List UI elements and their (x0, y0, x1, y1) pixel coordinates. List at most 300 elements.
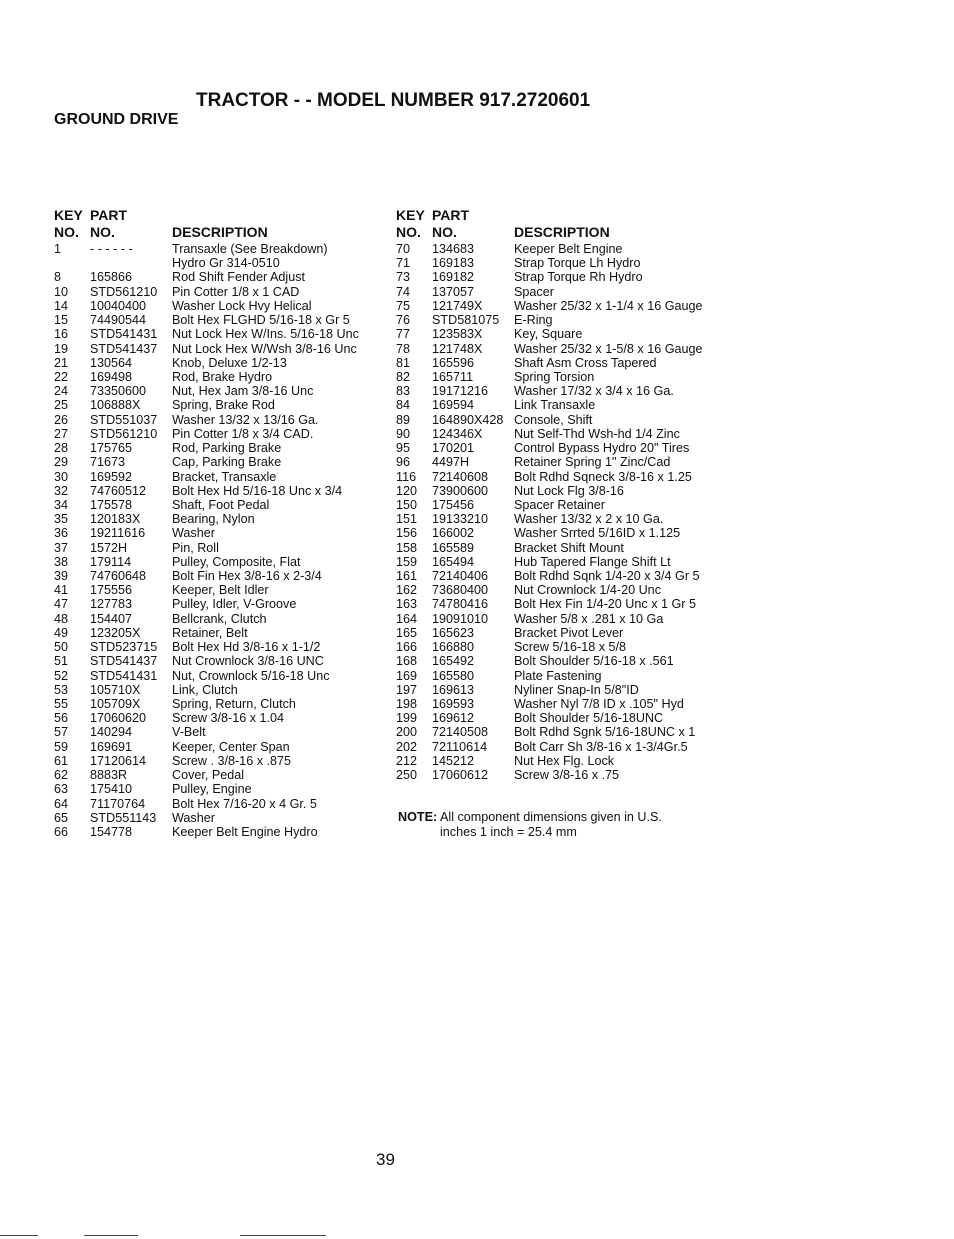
part-number: - - - - - - (90, 242, 133, 256)
part-description: Control Bypass Hydro 20" Tires (514, 441, 690, 456)
column-headers (396, 207, 736, 241)
bottom-rule (240, 1235, 326, 1236)
key-number: 250 (396, 768, 418, 783)
part-description: Pulley, Engine (172, 782, 252, 797)
part-number: 17060620 (90, 711, 147, 726)
part-description: Bolt Hex FLGHD 5/16-18 x Gr 5 (172, 313, 350, 328)
parts-row (54, 626, 394, 640)
parts-row (54, 413, 394, 427)
parts-row (54, 256, 394, 270)
part-description: Strap Torque Rh Hydro (514, 270, 643, 285)
part-number: 154407 (90, 611, 133, 626)
part-number: 145212 (432, 753, 475, 768)
key-number: 34 (54, 497, 69, 512)
parts-row (54, 512, 394, 526)
key-number: 156 (396, 526, 418, 541)
part-number: STD541431 (90, 668, 158, 683)
key-number: 21 (54, 355, 69, 370)
parts-row (396, 555, 736, 569)
key-number: 14 (54, 298, 69, 313)
key-number: 76 (396, 313, 411, 328)
key-number: 75 (396, 298, 411, 313)
part-description: Link Transaxle (514, 398, 596, 413)
note-line-2: inches 1 inch = 25.4 mm (440, 824, 577, 839)
part-number: 175410 (90, 782, 133, 797)
page-title: TRACTOR - - MODEL NUMBER 917.2720601 (196, 90, 591, 111)
part-description: Washer (172, 810, 215, 825)
parts-row (54, 640, 394, 654)
part-number: 121749X (432, 298, 483, 313)
parts-row (54, 441, 394, 455)
parts-row (396, 669, 736, 683)
key-number: 197 (396, 682, 418, 697)
part-description: Strap Torque Lh Hydro (514, 256, 641, 271)
part-description: Bolt Shoulder 5/16-18UNC (514, 711, 664, 726)
key-number: 10 (54, 284, 69, 299)
parts-row (54, 697, 394, 711)
part-number: STD561210 (90, 284, 158, 299)
part-number: 127783 (90, 597, 133, 612)
part-description: Bracket, Transaxle (172, 469, 277, 484)
part-description: Nut Lock Hex W/Ins. 5/16-18 Unc (172, 327, 359, 342)
part-number: 137057 (432, 284, 475, 299)
key-number: 150 (396, 497, 418, 512)
key-number: 90 (396, 426, 411, 441)
parts-row (54, 711, 394, 725)
parts-row (396, 768, 736, 782)
parts-row (54, 299, 394, 313)
part-number: 169613 (432, 682, 475, 697)
key-number: 116 (396, 469, 417, 484)
parts-row (54, 242, 394, 256)
part-number: 179114 (90, 554, 132, 569)
parts-row (54, 313, 394, 327)
key-number: 36 (54, 526, 69, 541)
parts-row (54, 470, 394, 484)
key-number: 41 (54, 583, 69, 598)
part-description: Transaxle (See Breakdown) (172, 242, 328, 256)
key-number: 61 (54, 753, 69, 768)
part-number: 105709X (90, 697, 141, 711)
part-number: 10040400 (90, 298, 147, 313)
key-number: 66 (54, 824, 69, 839)
parts-row (54, 811, 394, 825)
key-number: 84 (396, 398, 411, 413)
key-number: 200 (396, 725, 418, 740)
part-number: 74760648 (90, 569, 147, 584)
key-number: 161 (396, 569, 418, 584)
part-description: Screw 3/8-16 x 1.04 (172, 711, 285, 726)
parts-row (54, 356, 394, 370)
parts-row (396, 455, 736, 469)
key-number: 73 (396, 270, 411, 285)
header-part: PART (432, 207, 470, 223)
parts-row (54, 526, 394, 540)
part-description: Bolt Shoulder 5/16-18 x .561 (514, 654, 674, 669)
parts-row (54, 797, 394, 811)
key-number: 78 (396, 341, 411, 356)
part-description: Spacer (514, 284, 554, 299)
part-number: 17120614 (90, 753, 147, 768)
part-description: Shaft Asm Cross Tapered (514, 355, 657, 370)
part-number: 170201 (432, 441, 475, 456)
part-number: 169183 (432, 256, 475, 271)
parts-rows-right (396, 242, 736, 782)
parts-row (396, 626, 736, 640)
part-description: Nut Lock Hex W/Wsh 3/8-16 Unc (172, 341, 357, 356)
key-number: 95 (396, 441, 411, 456)
key-number: 24 (54, 384, 69, 399)
parts-row (396, 683, 736, 697)
key-number: 63 (54, 782, 69, 797)
part-number: 74760512 (90, 483, 147, 498)
key-number: 49 (54, 625, 69, 640)
part-description: Pin, Roll (172, 540, 219, 555)
part-description: Nut Self-Thd Wsh-hd 1/4 Zinc (514, 426, 680, 441)
parts-row (396, 569, 736, 583)
header-key-no: NO. (396, 224, 421, 240)
part-description: Nut Crownlock 3/8-16 UNC (172, 654, 324, 669)
part-description: Nut Hex Flg. Lock (514, 753, 615, 768)
parts-row (54, 398, 394, 412)
part-number: 72140508 (432, 725, 489, 740)
parts-row (54, 683, 394, 697)
part-description: Spacer Retainer (514, 497, 606, 512)
bottom-rule (0, 1235, 38, 1236)
parts-row (396, 384, 736, 398)
key-number: 32 (54, 483, 69, 498)
part-description: Spring, Return, Clutch (172, 697, 296, 711)
part-number: 17060612 (432, 768, 489, 783)
part-number: 123205X (90, 625, 141, 640)
parts-row (396, 256, 736, 270)
part-number: 8883R (90, 768, 128, 783)
page-number: 39 (376, 1150, 395, 1169)
parts-row (54, 754, 394, 768)
part-description: Bolt Carr Sh 3/8-16 x 1-3/4Gr.5 (514, 739, 688, 754)
key-number: 165 (396, 625, 418, 640)
parts-row (54, 782, 394, 796)
parts-row (54, 669, 394, 683)
note-line-1 (398, 810, 718, 825)
part-number: STD551037 (90, 412, 158, 427)
part-description: Console, Shift (514, 412, 593, 427)
part-number: 71170764 (90, 796, 146, 811)
key-number: 50 (54, 640, 69, 655)
parts-row (396, 441, 736, 455)
part-number: 105710X (90, 682, 141, 697)
key-number: 212 (396, 753, 418, 768)
part-number: 169594 (432, 398, 475, 413)
parts-row (396, 356, 736, 370)
key-number: 158 (396, 540, 418, 555)
parts-row (396, 484, 736, 498)
part-description: Nyliner Snap-In 5/8"ID (514, 682, 639, 697)
parts-row (54, 555, 394, 569)
part-description: Keeper, Center Span (172, 739, 290, 754)
part-description: Rod Shift Fender Adjust (172, 270, 306, 285)
part-number: 169612 (432, 711, 475, 726)
part-number: 164890X428 (432, 412, 504, 427)
part-description: Bolt Hex 7/16-20 x 4 Gr. 5 (172, 796, 317, 811)
part-description: Spring, Brake Rod (172, 398, 275, 413)
part-number: 166002 (432, 526, 475, 541)
header-key-no: NO. (54, 224, 79, 240)
part-number: 169182 (432, 270, 475, 285)
part-number: 19171216 (432, 384, 489, 399)
parts-row (396, 541, 736, 555)
part-number: 72140608 (432, 469, 489, 484)
part-number: 165711 (432, 369, 474, 384)
part-description: Cover, Pedal (172, 768, 245, 783)
part-number: 165580 (432, 668, 475, 683)
parts-row (54, 270, 394, 284)
part-number: 72140406 (432, 569, 489, 584)
part-description: Nut, Hex Jam 3/8-16 Unc (172, 384, 314, 399)
parts-row (54, 654, 394, 668)
part-description: Pin Cotter 1/8 x 1 CAD (172, 284, 300, 299)
part-number: 134683 (432, 242, 475, 256)
part-description: Pulley, Idler, V-Groove (172, 597, 297, 612)
part-number: 106888X (90, 398, 141, 413)
part-number: 19133210 (432, 512, 489, 527)
parts-row (396, 597, 736, 611)
key-number: 81 (396, 355, 411, 370)
part-number: 165492 (432, 654, 475, 669)
header-description: DESCRIPTION (514, 224, 610, 240)
parts-row (396, 754, 736, 768)
part-description: V-Belt (172, 725, 206, 740)
header-description: DESCRIPTION (172, 224, 268, 240)
part-description: Retainer, Belt (172, 625, 248, 640)
key-number: 56 (54, 711, 69, 726)
part-number: 73350600 (90, 384, 147, 399)
key-number: 199 (396, 711, 418, 726)
part-description: Screw 5/16-18 x 5/8 (514, 640, 627, 655)
part-description: Washer Srrted 5/16ID x 1.125 (514, 526, 681, 541)
key-number: 164 (396, 611, 418, 626)
part-number: 1572H (90, 540, 128, 555)
part-description: Washer (172, 526, 215, 541)
part-number: STD523715 (90, 640, 158, 655)
key-number: 70 (396, 242, 411, 256)
part-description: Bolt Fin Hex 3/8-16 x 2-3/4 (172, 569, 322, 584)
part-description: Keeper Belt Engine (514, 242, 623, 256)
note-text-1: All component dimensions given in U.S. (440, 810, 662, 824)
parts-row (396, 299, 736, 313)
part-number: 165589 (432, 540, 475, 555)
parts-row (54, 327, 394, 341)
parts-row (54, 597, 394, 611)
part-number: 166880 (432, 640, 475, 655)
part-number: 165494 (432, 554, 475, 569)
key-number: 77 (396, 327, 411, 342)
part-number: STD551143 (90, 810, 157, 825)
part-number: 165623 (432, 625, 475, 640)
key-number: 35 (54, 512, 69, 527)
part-description: Bracket Pivot Lever (514, 625, 624, 640)
parts-rows-left (54, 242, 394, 839)
part-number: 175765 (90, 441, 133, 456)
key-number: 25 (54, 398, 69, 413)
part-description: Bolt Rdhd Sgnk 5/16-18UNC x 1 (514, 725, 696, 740)
parts-row (396, 711, 736, 725)
part-description: Pin Cotter 1/8 x 3/4 CAD. (172, 426, 314, 441)
key-number: 57 (54, 725, 69, 740)
part-number: 19091010 (432, 611, 489, 626)
parts-row (54, 342, 394, 356)
part-number: 154778 (90, 824, 133, 839)
parts-row (54, 569, 394, 583)
part-number: 175556 (90, 583, 133, 598)
part-number: 120183X (90, 512, 141, 527)
key-number: 162 (396, 583, 418, 598)
part-description: Bearing, Nylon (172, 512, 255, 527)
part-description: Screw . 3/8-16 x .875 (172, 753, 292, 768)
part-description: Bracket Shift Mount (514, 540, 624, 555)
part-description: Key, Square (514, 327, 583, 342)
part-description: Hydro Gr 314-0510 (172, 256, 280, 271)
part-description: Link, Clutch (172, 682, 238, 697)
parts-row (54, 740, 394, 754)
part-description: Bolt Hex Hd 5/16-18 Unc x 3/4 (172, 483, 343, 498)
parts-row (396, 427, 736, 441)
parts-row (396, 654, 736, 668)
part-description: Washer Nyl 7/8 ID x .105" Hyd (514, 697, 684, 711)
part-description: Washer 13/32 x 13/16 Ga. (172, 412, 319, 427)
key-number: 202 (396, 739, 418, 754)
part-number: 165866 (90, 270, 133, 285)
key-number: 83 (396, 384, 411, 399)
parts-row (54, 370, 394, 384)
part-description: Washer 5/8 x .281 x 10 Ga (514, 611, 664, 626)
part-number: 74780416 (432, 597, 489, 612)
key-number: 15 (54, 313, 69, 328)
key-number: 62 (54, 768, 69, 783)
part-description: Hub Tapered Flange Shift Lt (514, 554, 671, 569)
parts-row (396, 612, 736, 626)
key-number: 96 (396, 455, 411, 470)
key-number: 74 (396, 284, 411, 299)
header-key: KEY (396, 207, 425, 223)
part-number: 19211616 (90, 526, 146, 541)
part-description: Rod, Parking Brake (172, 441, 282, 456)
key-number: 48 (54, 611, 69, 626)
part-description: Retainer Spring 1" Zinc/Cad (514, 455, 671, 470)
parts-row (54, 825, 394, 839)
key-number: 82 (396, 369, 411, 384)
key-number: 19 (54, 341, 69, 356)
key-number: 89 (396, 412, 411, 427)
part-number: 140294 (90, 725, 133, 740)
header-key: KEY (54, 207, 83, 223)
parts-row (396, 242, 736, 256)
parts-row (396, 740, 736, 754)
part-number: STD541431 (90, 327, 158, 342)
parts-row (54, 455, 394, 469)
key-number: 39 (54, 569, 69, 584)
key-number: 53 (54, 682, 69, 697)
parts-row (396, 526, 736, 540)
key-number: 30 (54, 469, 69, 484)
header-part: PART (90, 207, 128, 223)
key-number: 22 (54, 369, 69, 384)
part-description: Screw 3/8-16 x .75 (514, 768, 619, 783)
key-number: 38 (54, 554, 69, 569)
key-number: 55 (54, 697, 69, 711)
part-description: Shaft, Foot Pedal (172, 497, 270, 512)
parts-row (54, 768, 394, 782)
part-number: 73900600 (432, 483, 489, 498)
part-description: Spring Torsion (514, 369, 595, 384)
key-number: 51 (54, 654, 69, 669)
key-number: 64 (54, 796, 69, 811)
parts-row (54, 541, 394, 555)
part-description: Pulley, Composite, Flat (172, 554, 301, 569)
key-number: 26 (54, 412, 69, 427)
part-description: Nut, Crownlock 5/16-18 Unc (172, 668, 330, 683)
key-number: 163 (396, 597, 418, 612)
part-description: Bolt Rdhd Sqnk 1/4-20 x 3/4 Gr 5 (514, 569, 700, 584)
parts-row (396, 285, 736, 299)
key-number: 37 (54, 540, 69, 555)
parts-row (396, 725, 736, 739)
part-description: Bolt Hex Fin 1/4-20 Unc x 1 Gr 5 (514, 597, 696, 612)
column-headers (54, 207, 394, 241)
part-description: Washer 25/32 x 1-5/8 x 16 Gauge (514, 341, 703, 356)
key-number: 169 (396, 668, 418, 683)
part-description: Washer Lock Hvy Helical (172, 298, 312, 313)
part-description: Rod, Brake Hydro (172, 369, 273, 384)
key-number: 168 (396, 654, 418, 669)
parts-list-left (54, 207, 394, 839)
part-description: Cap, Parking Brake (172, 455, 282, 470)
parts-row (54, 427, 394, 441)
parts-row (396, 413, 736, 427)
key-number: 159 (396, 554, 418, 569)
part-description: Bolt Rdhd Sqneck 3/8-16 x 1.25 (514, 469, 692, 484)
parts-row (396, 398, 736, 412)
part-number: 123583X (432, 327, 483, 342)
part-number: 169592 (90, 469, 133, 484)
parts-row (54, 285, 394, 299)
part-description: Washer 17/32 x 3/4 x 16 Ga. (514, 384, 674, 399)
part-number: 169498 (90, 369, 133, 384)
part-number: 124346X (432, 426, 483, 441)
parts-row (396, 313, 736, 327)
key-number: 59 (54, 739, 69, 754)
part-description: Keeper Belt Engine Hydro (172, 824, 318, 839)
parts-row (54, 725, 394, 739)
part-number: STD581075 (432, 313, 500, 328)
parts-row (396, 697, 736, 711)
part-description: Knob, Deluxe 1/2-13 (172, 355, 287, 370)
part-number: 165596 (432, 355, 475, 370)
section-title: GROUND DRIVE (54, 111, 179, 128)
dimension-note (398, 810, 718, 839)
part-number: 130564 (90, 355, 133, 370)
part-number: 169593 (432, 697, 475, 711)
part-description: Keeper, Belt Idler (172, 583, 269, 598)
part-number: 73680400 (432, 583, 489, 598)
part-number: STD561210 (90, 426, 158, 441)
parts-row (54, 583, 394, 597)
bottom-rule (84, 1235, 138, 1236)
part-description: Nut Crownlock 1/4-20 Unc (514, 583, 661, 598)
part-description: Washer 13/32 x 2 x 10 Ga. (514, 512, 664, 527)
header-part-no: NO. (90, 224, 115, 240)
key-number: 198 (396, 697, 418, 711)
